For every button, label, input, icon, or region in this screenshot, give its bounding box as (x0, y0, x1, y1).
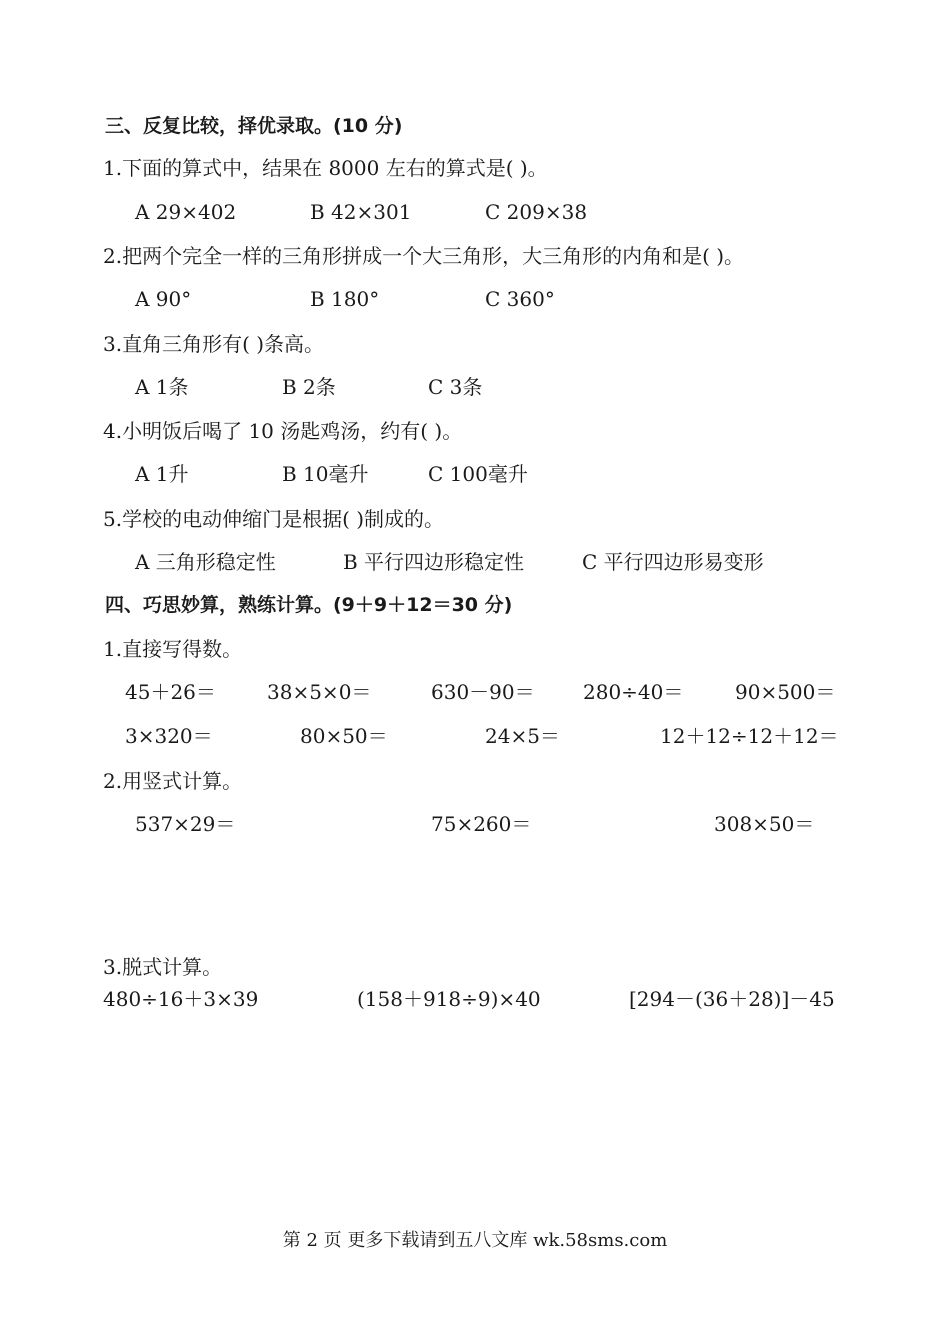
q1-option-a: A 29×402 (135, 200, 237, 224)
q1-stem: 1.下面的算式中，结果在 8000 左右的算式是( )。 (103, 156, 548, 180)
q4-option-c: C 100毫升 (428, 462, 528, 486)
mental-math-item: 45＋26＝ (125, 680, 216, 704)
vertical-calc-item: 75×260＝ (431, 812, 532, 836)
mental-math-item: 90×500＝ (735, 680, 836, 704)
q2-option-a: A 90° (135, 287, 192, 311)
q5-stem: 5.学校的电动伸缩门是根据( )制成的。 (103, 507, 445, 531)
page-footer: 第 2 页 更多下载请到五八文库 wk.58sms.com (282, 1230, 668, 1251)
section4-heading: 四、巧思妙算，熟练计算。(9＋9＋12＝30 分) (105, 594, 513, 616)
vertical-calc-item: 537×29＝ (135, 812, 236, 836)
mental-math-item: 80×50＝ (300, 724, 388, 748)
part1-title: 1.直接写得数。 (103, 637, 243, 661)
mental-math-item: 3×320＝ (125, 724, 213, 748)
q5-option-a: A 三角形稳定性 (135, 550, 276, 574)
part3-title: 3.脱式计算。 (103, 955, 223, 979)
q3-option-c: C 3条 (428, 375, 483, 399)
mental-math-item: 12＋12÷12＋12＝ (660, 724, 839, 748)
q5-option-c: C 平行四边形易变形 (582, 550, 764, 574)
part2-title: 2.用竖式计算。 (103, 769, 243, 793)
q3-stem: 3.直角三角形有( )条高。 (103, 332, 325, 356)
mental-math-item: 280÷40＝ (583, 680, 684, 704)
stepwise-calc-item: [294－(36＋28)]－45 (629, 987, 835, 1011)
q4-option-b: B 10毫升 (282, 462, 369, 486)
q2-option-b: B 180° (310, 287, 380, 311)
q1-option-b: B 42×301 (310, 200, 412, 224)
q2-stem: 2.把两个完全一样的三角形拼成一个大三角形，大三角形的内角和是( )。 (103, 244, 745, 268)
section3-heading: 三、反复比较，择优录取。(10 分) (105, 115, 403, 137)
q3-option-b: B 2条 (282, 375, 336, 399)
stepwise-calc-item: (158＋918÷9)×40 (357, 987, 541, 1011)
mental-math-item: 38×5×0＝ (267, 680, 372, 704)
stepwise-calc-item: 480÷16＋3×39 (103, 987, 259, 1011)
q4-stem: 4.小明饭后喝了 10 汤匙鸡汤，约有( )。 (103, 419, 463, 443)
mental-math-item: 24×5＝ (485, 724, 560, 748)
q1-option-c: C 209×38 (485, 200, 588, 224)
q5-option-b: B 平行四边形稳定性 (343, 550, 525, 574)
q4-option-a: A 1升 (135, 462, 189, 486)
q2-option-c: C 360° (485, 287, 555, 311)
q3-option-a: A 1条 (135, 375, 189, 399)
vertical-calc-item: 308×50＝ (714, 812, 815, 836)
mental-math-item: 630－90＝ (431, 680, 535, 704)
